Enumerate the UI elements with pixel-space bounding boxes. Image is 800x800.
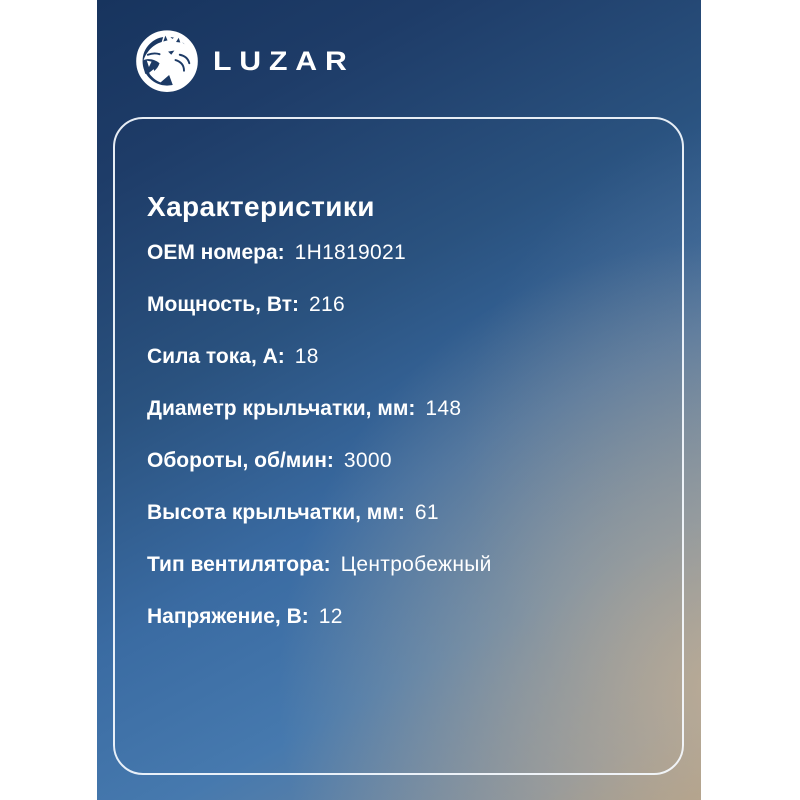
spec-row <box>147 344 654 370</box>
spec-label: Напряжение, В: <box>147 605 309 628</box>
spec-label: Тип вентилятора: <box>147 553 331 576</box>
spec-row <box>147 292 654 318</box>
spec-value: 148 <box>425 397 462 420</box>
spec-value: 12 <box>318 605 343 628</box>
spec-value: 3000 <box>343 449 392 472</box>
spec-label: Обороты, об/мин: <box>147 449 334 472</box>
spec-label: Высота крыльчатки, мм: <box>147 501 405 524</box>
spec-row <box>147 604 654 630</box>
specs-title: Характеристики <box>147 191 375 222</box>
spec-value: 216 <box>308 293 345 316</box>
spec-value: 1H1819021 <box>294 241 406 264</box>
spec-row <box>147 552 654 578</box>
spec-label: ОЕМ номера: <box>147 241 285 264</box>
brand-wordmark: LUZAR <box>213 45 355 76</box>
spec-label: Мощность, Вт: <box>147 293 299 316</box>
spec-value: 61 <box>414 501 439 524</box>
spec-row <box>147 396 654 422</box>
spec-value: Центробежный <box>340 553 492 576</box>
spec-row <box>147 448 654 474</box>
product-card-background <box>97 0 701 800</box>
spec-label: Диаметр крыльчатки, мм: <box>147 397 416 420</box>
spec-row <box>147 500 654 526</box>
spec-value: 18 <box>294 345 319 368</box>
spec-label: Сила тока, А: <box>147 345 285 368</box>
luzar-cat-icon <box>133 24 201 94</box>
specs-panel <box>113 117 684 775</box>
spec-list <box>147 240 654 630</box>
brand-logo <box>133 24 355 94</box>
spec-row <box>147 240 654 266</box>
